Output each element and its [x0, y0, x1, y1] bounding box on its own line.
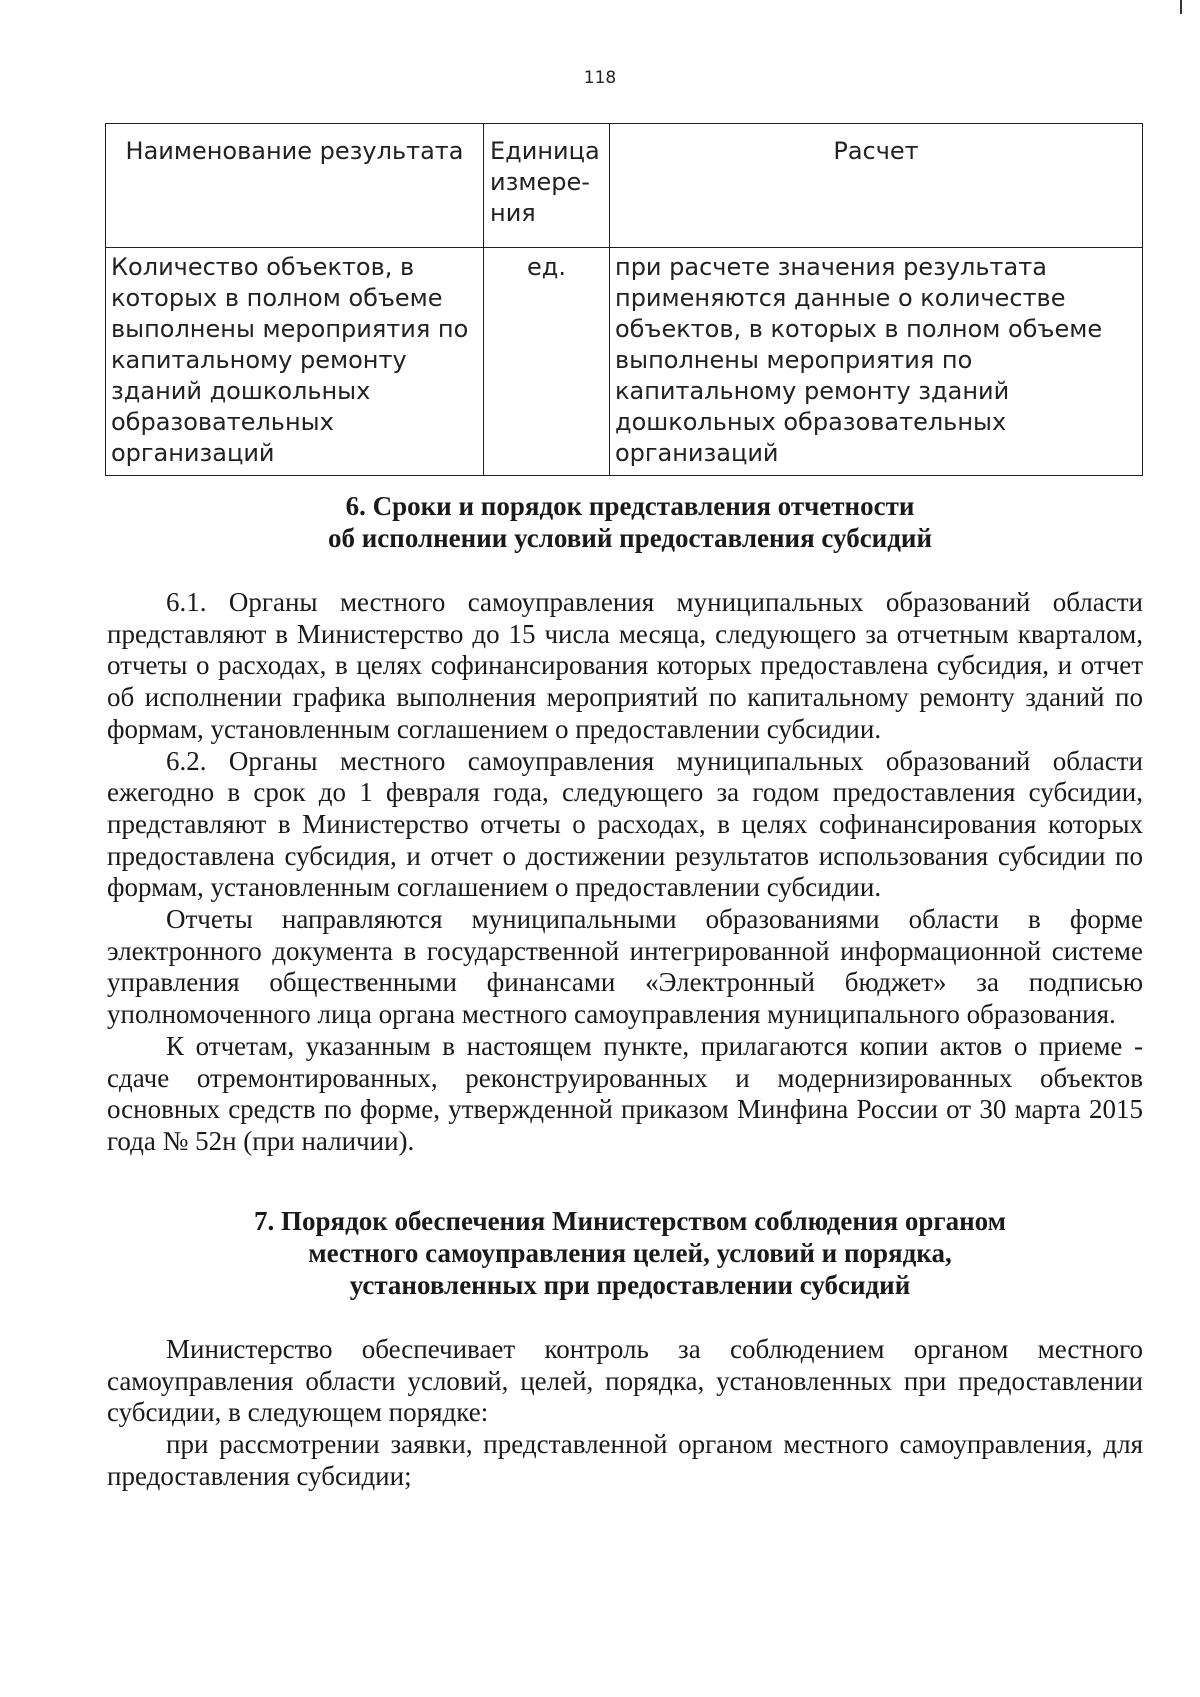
paragraph-7-control: Министерство обеспечивает контроль за соблюдением органом местного самоуправления области условий, целей, порядка, установленных при предоставлении субсидии, в следующем порядке: [107, 1334, 1143, 1428]
paragraph-7-application-review: при рассмотрении заявки, представленной органом местного самоуправления, для предоставления субсидии; [107, 1429, 1143, 1491]
header-calculation: Расчет [610, 124, 1143, 248]
paragraph-reports-delivery: Отчеты направляются муниципальными образованиями области в форме электронного документа в государственной интегрированной информационной системе управления общественными финансами «Электронный бюджет» за подписью уполномоченного лица органа местного самоуправления муниципального образования. [107, 904, 1143, 1030]
header-result-name: Наименование результата [106, 124, 484, 248]
section-6-title-line-2: об исполнении условий предоставления субсидий [327, 523, 933, 553]
section-7-body [107, 1334, 1143, 1493]
cell-result-name: Количество объектов, в которых в полном объеме выполнены мероприятия по капитальному ремонту зданий дошкольных образовательных организаций [106, 248, 484, 476]
paragraph-6-1: 6.1. Органы местного самоуправления муниципальных образований области представляют в Министерство до 15 числа месяца, следующего за отчетным кварталом, отчеты о расходах, в целях софинансирования которых предоставлена субсидия, и отчет об исполнении графика выполнения мероприятий по капитальному ремонту зданий по формам, установленным соглашением о предоставлении субсидии. [107, 587, 1143, 744]
table-row [106, 248, 1143, 476]
cell-unit: ед. [484, 248, 610, 476]
header-unit: Единица измере-ния [484, 124, 610, 248]
section-7-heading [160, 1205, 1100, 1301]
section-6-title-line-1: 6. Сроки и порядок представления отчетности [345, 491, 915, 521]
section-7-title-line-2: местного самоуправления целей, условий и порядка, [308, 1238, 952, 1268]
cell-calculation: при расчете значения результата применяются данные о количестве объектов, в которых в полном объеме выполнены мероприятия по капитальному ремонту зданий дошкольных образовательных организаций [610, 248, 1143, 476]
results-table [105, 123, 1143, 476]
page-number: 118 [583, 68, 617, 88]
section-7-title-line-3: установленных при предоставлении субсидий [349, 1270, 911, 1300]
table-header-row [106, 124, 1143, 248]
section-6-body [107, 587, 1143, 1158]
paragraph-reports-attachments: К отчетам, указанным в настоящем пункте, прилагаются копии актов о приеме - сдаче отремонтированных, реконструированных и модернизированных объектов основных средств по форме, утвержденной приказом Минфина России от 30 марта 2015 года № 52н (при наличии). [107, 1030, 1143, 1156]
paragraph-6-2: 6.2. Органы местного самоуправления муниципальных образований области ежегодно в срок до 1 февраля года, следующего за годом предоставления субсидии, представляют в Министерство отчеты о расходах, в целях софинансирования которых предоставлена субсидия, и отчет о достижении результатов использования субсидии по формам, установленным соглашением о предоставлении субсидии. [107, 745, 1143, 903]
scan-artifact [1180, 0, 1182, 14]
section-7-title-line-1: 7. Порядок обеспечения Министерством соблюдения органом [253, 1206, 1007, 1236]
section-6-heading [160, 490, 1100, 554]
